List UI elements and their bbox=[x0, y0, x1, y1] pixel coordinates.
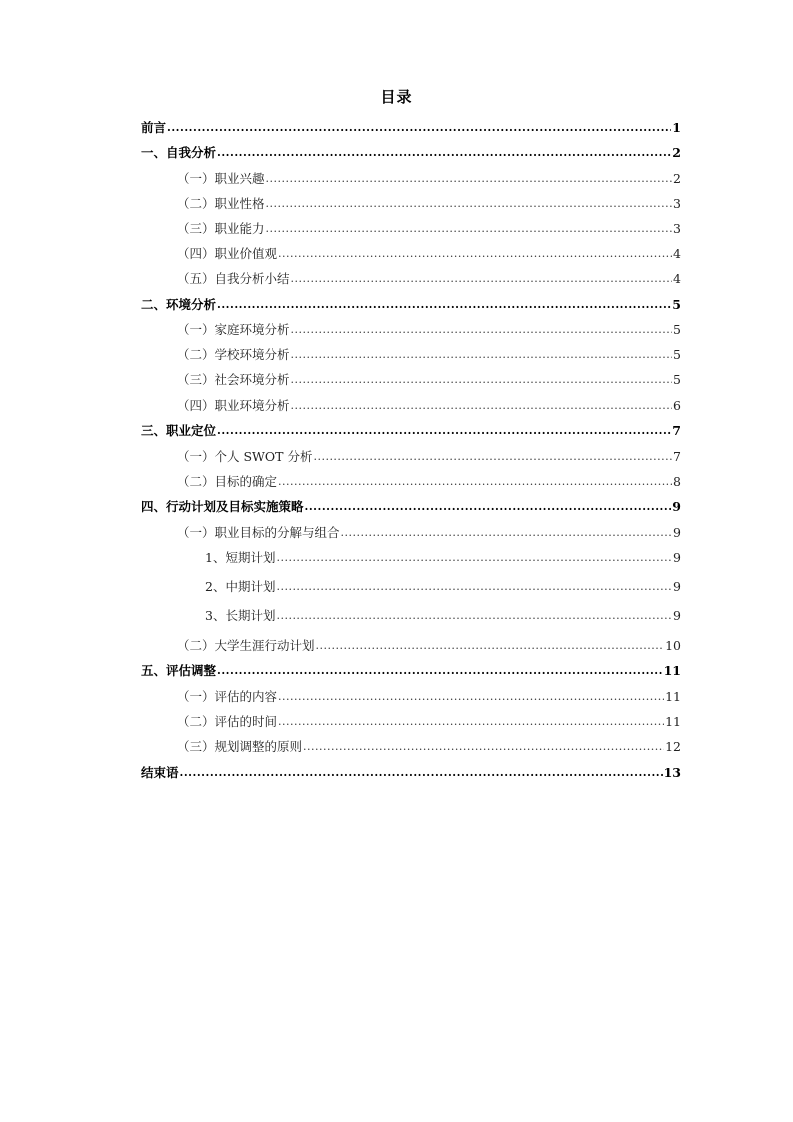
dot-leader bbox=[167, 118, 671, 137]
toc-entry-label: 三、职业定位 bbox=[141, 423, 217, 438]
dot-leader bbox=[278, 244, 672, 263]
toc-entry-page-number: 11 bbox=[665, 689, 681, 704]
toc-entry-page-number: 13 bbox=[663, 765, 681, 780]
dot-leader bbox=[217, 661, 663, 680]
toc-entry-page-number: 9 bbox=[673, 525, 681, 540]
dot-leader bbox=[266, 219, 673, 238]
toc-entry-page-number: 9 bbox=[673, 579, 681, 594]
toc-entry[interactable] bbox=[141, 549, 681, 568]
toc-entry[interactable] bbox=[141, 346, 681, 365]
toc-entry[interactable] bbox=[141, 688, 681, 707]
dot-leader bbox=[278, 687, 664, 706]
dot-leader bbox=[341, 523, 673, 542]
toc-entry-page-number: 5 bbox=[673, 347, 681, 362]
toc-entry-page-number: 5 bbox=[672, 297, 681, 312]
toc-entry[interactable] bbox=[141, 220, 681, 239]
toc-entry-page-number: 2 bbox=[672, 145, 681, 160]
toc-entry-page-number: 10 bbox=[665, 638, 681, 653]
dot-leader bbox=[291, 320, 673, 339]
dot-leader bbox=[278, 712, 664, 731]
toc-entry[interactable] bbox=[141, 397, 681, 416]
toc-entry[interactable] bbox=[141, 764, 681, 783]
dot-leader bbox=[276, 606, 672, 625]
toc-entry[interactable] bbox=[141, 637, 681, 656]
dot-leader bbox=[291, 345, 673, 364]
toc-entry-label: 二、环境分析 bbox=[141, 297, 217, 312]
toc-entry[interactable] bbox=[141, 422, 681, 441]
dot-leader bbox=[276, 548, 672, 567]
dot-leader bbox=[266, 169, 673, 188]
toc-entry-page-number: 3 bbox=[673, 221, 681, 236]
toc-entry[interactable] bbox=[141, 195, 681, 214]
toc-entry[interactable] bbox=[141, 270, 681, 289]
toc-entry-label: （三）规划调整的原则 bbox=[177, 739, 303, 754]
toc-entry-label: （二）学校环境分析 bbox=[177, 347, 290, 362]
dot-leader bbox=[316, 636, 665, 655]
toc-entry-label: 1、短期计划 bbox=[205, 550, 276, 565]
toc-entry-label: （四）职业价值观 bbox=[177, 246, 278, 261]
toc-entry-page-number: 7 bbox=[672, 423, 681, 438]
dot-leader bbox=[305, 497, 672, 516]
toc-entry[interactable] bbox=[141, 296, 681, 315]
toc-entry-label: （三）职业能力 bbox=[177, 221, 265, 236]
toc-entry-label: （二）评估的时间 bbox=[177, 714, 278, 729]
toc-entry-page-number: 9 bbox=[673, 550, 681, 565]
toc-entry-page-number: 8 bbox=[673, 474, 681, 489]
toc-entry[interactable] bbox=[141, 144, 681, 163]
toc-title: 目录 bbox=[380, 88, 413, 106]
toc-entry-label: 五、评估调整 bbox=[141, 663, 217, 678]
toc-entry-label: （一）职业目标的分解与组合 bbox=[177, 525, 340, 540]
toc-entry-page-number: 4 bbox=[673, 246, 681, 261]
toc-entry-label: （四）职业环境分析 bbox=[177, 398, 290, 413]
toc-entry-page-number: 2 bbox=[673, 171, 681, 186]
toc-entry[interactable] bbox=[141, 119, 681, 138]
toc-entry[interactable] bbox=[141, 448, 681, 467]
toc-entry[interactable] bbox=[141, 473, 681, 492]
dot-leader bbox=[278, 472, 672, 491]
toc-entry-label: （一）评估的内容 bbox=[177, 689, 278, 704]
toc-entry-page-number: 11 bbox=[663, 663, 681, 678]
toc-entry-page-number: 5 bbox=[673, 322, 681, 337]
toc-entry[interactable] bbox=[141, 524, 681, 543]
toc-entry-page-number: 12 bbox=[665, 739, 681, 754]
toc-entry-label: （一）个人 SWOT 分析 bbox=[177, 449, 313, 464]
dot-leader bbox=[180, 763, 663, 782]
toc-entry[interactable] bbox=[141, 498, 681, 517]
toc-entry-page-number: 9 bbox=[673, 608, 681, 623]
toc-entry-label: 结束语 bbox=[141, 765, 179, 780]
toc-entry[interactable] bbox=[141, 321, 681, 340]
toc-entry-label: （二）目标的确定 bbox=[177, 474, 278, 489]
toc-entry[interactable] bbox=[141, 738, 681, 757]
toc-entry-label: 一、自我分析 bbox=[141, 145, 217, 160]
toc-entry-label: （一）家庭环境分析 bbox=[177, 322, 290, 337]
toc-entry-label: 3、长期计划 bbox=[205, 608, 276, 623]
toc-entry-label: 四、行动计划及目标实施策略 bbox=[141, 499, 304, 514]
dot-leader bbox=[217, 295, 671, 314]
toc-entry-label: （二）职业性格 bbox=[177, 196, 265, 211]
toc-entry[interactable] bbox=[141, 245, 681, 264]
toc-entry-page-number: 1 bbox=[672, 120, 681, 135]
toc-entry[interactable] bbox=[141, 607, 681, 626]
toc-entry-label: （二）大学生涯行动计划 bbox=[177, 638, 315, 653]
toc-entry-label: 前言 bbox=[141, 120, 167, 135]
dot-leader bbox=[291, 269, 673, 288]
dot-leader bbox=[217, 143, 671, 162]
dot-leader bbox=[266, 194, 673, 213]
toc-entry-page-number: 4 bbox=[673, 271, 681, 286]
toc-entry-label: （五）自我分析小结 bbox=[177, 271, 290, 286]
toc-entry[interactable] bbox=[141, 662, 681, 681]
toc-entry-page-number: 11 bbox=[665, 714, 681, 729]
dot-leader bbox=[291, 370, 673, 389]
toc-entry-page-number: 6 bbox=[673, 398, 681, 413]
toc-entry-label: 2、中期计划 bbox=[205, 579, 276, 594]
toc-entry-page-number: 9 bbox=[672, 499, 681, 514]
dot-leader bbox=[291, 396, 673, 415]
toc-entry[interactable] bbox=[141, 170, 681, 189]
toc-entry[interactable] bbox=[141, 578, 681, 597]
toc-entry-page-number: 5 bbox=[673, 372, 681, 387]
toc-entry[interactable] bbox=[141, 713, 681, 732]
dot-leader bbox=[276, 577, 672, 596]
dot-leader bbox=[217, 421, 671, 440]
toc-entry[interactable] bbox=[141, 371, 681, 390]
toc-entry-label: （三）社会环境分析 bbox=[177, 372, 290, 387]
dot-leader bbox=[313, 447, 672, 466]
toc-entry-page-number: 7 bbox=[673, 449, 681, 464]
toc-entry-label: （一）职业兴趣 bbox=[177, 171, 265, 186]
toc-entry-page-number: 3 bbox=[673, 196, 681, 211]
dot-leader bbox=[303, 737, 664, 756]
